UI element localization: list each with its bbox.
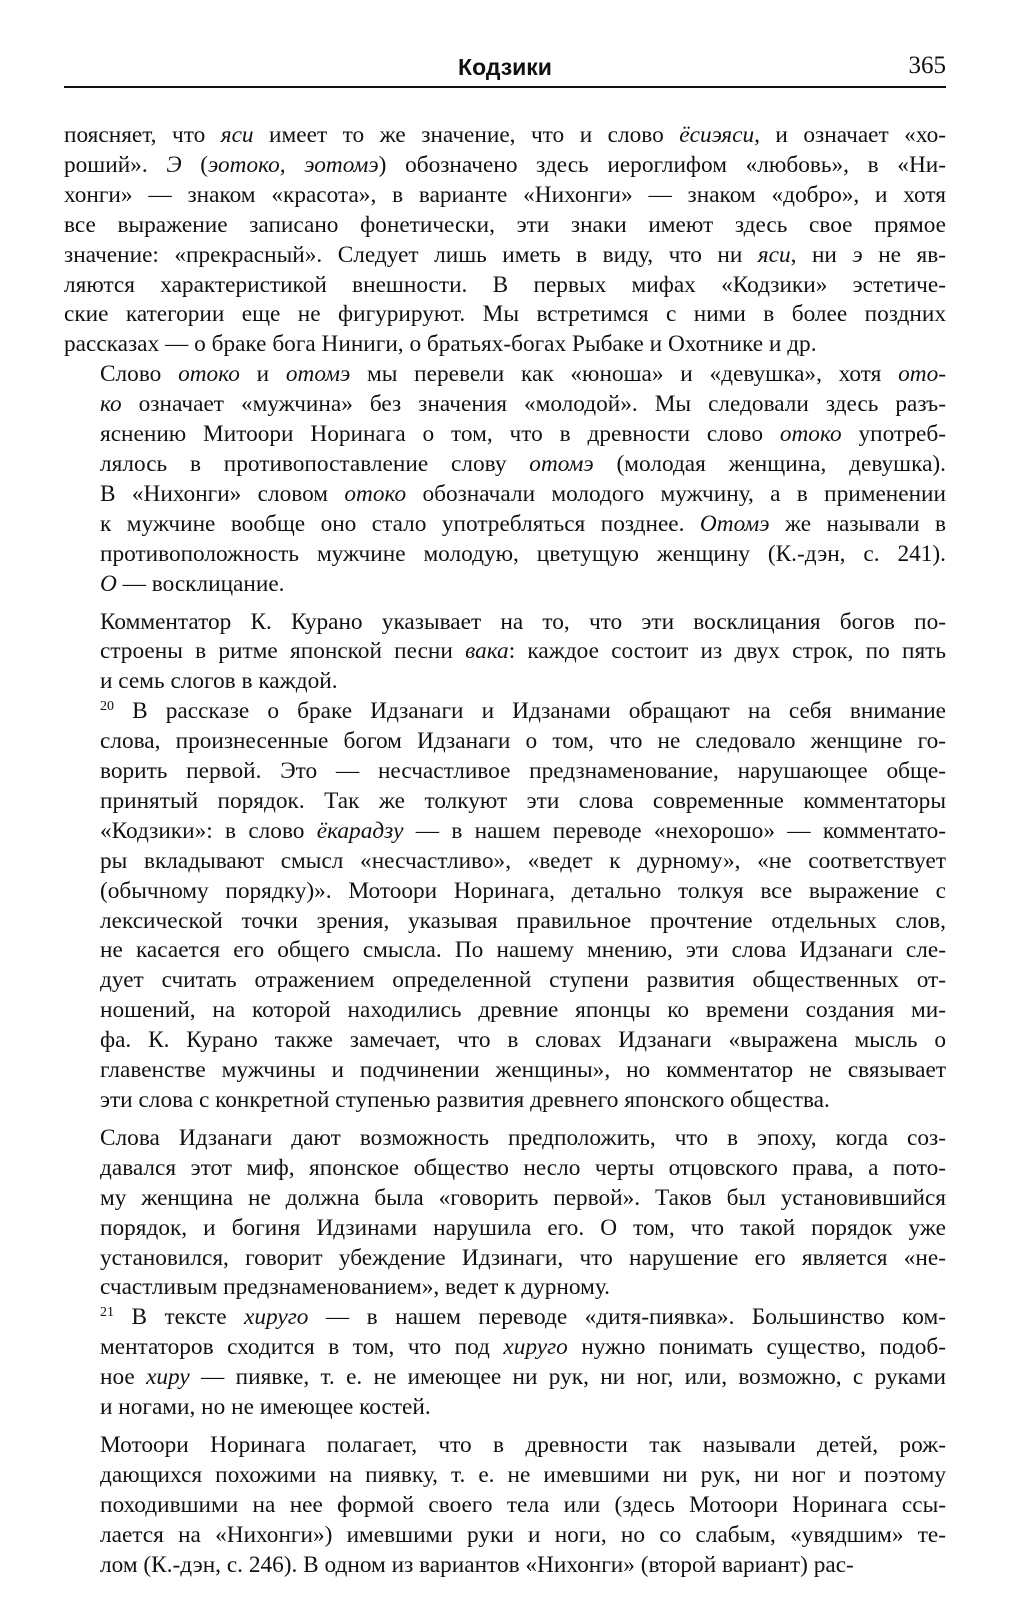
italic-term: яси (757, 241, 791, 268)
body-text (64, 121, 946, 1581)
text-line (100, 757, 946, 787)
paragraph (64, 1124, 946, 1303)
text-run: му женщина не должна была «говорить первой». Таков был установившийся (100, 1184, 946, 1211)
text-run: фа. К. Курано также замечает, что в словах Идзанаги «выражена мысль о (100, 1027, 946, 1054)
text-run: имеет то же значение, что и слово (253, 122, 680, 148)
page-number: 365 (908, 52, 946, 79)
text-run: ментаторов сходится в том, что под (100, 1334, 504, 1361)
text-run: лается на «Нихонги») имевшими руки и ноги, но со слабым, «увядшим» те- (100, 1521, 946, 1548)
text-run: яснению Митоори Норинага о том, что в древности слово (100, 421, 780, 448)
text-run: — в нашем переводе «дитя-пиявка». Большинство ком- (308, 1304, 946, 1331)
paragraph (64, 360, 946, 599)
text-run: противоположность мужчине молодую, цветущую женщину (К.-дэн, с. 241). (100, 540, 946, 567)
text-line (100, 966, 946, 996)
text-line (64, 241, 946, 271)
italic-term: Э (166, 151, 182, 178)
text-run: хонги» — знаком «красота», в варианте «Нихонги» — знаком «добро», и хотя (64, 181, 946, 208)
italic-term: ото- (898, 361, 946, 388)
text-run: поясняет, что (64, 122, 221, 148)
text-run: Слова Идзанаги дают возможность предположить, что в эпоху, когда соз- (100, 1124, 946, 1151)
paragraph (64, 121, 946, 360)
footnote-paragraph (64, 1303, 946, 1423)
paragraph (64, 1431, 946, 1581)
text-line (64, 330, 946, 360)
text-run: установился, говорит убеждение Идзинаги, что нарушение его является «не- (100, 1244, 946, 1271)
text-run: эти слова с конкретной ступенью развития древнего японского общества. (100, 1087, 830, 1113)
text-run: дует считать отражением определенной ступени развития общественных от- (100, 967, 946, 994)
text-line (100, 787, 946, 817)
text-run: Слово (100, 361, 179, 388)
italic-term: эотоко, эотомэ (208, 151, 379, 178)
text-line (64, 181, 946, 211)
text-run: В «Нихонги» словом (100, 480, 345, 507)
running-title: Кодзики (458, 54, 552, 80)
text-line (100, 1461, 946, 1491)
text-run: , и означает «хо- (754, 122, 946, 148)
text-run: же называли в (769, 510, 946, 537)
text-run: — пиявке, т. е. не имеющее ни рук, ни ног, или, возможно, с руками (189, 1364, 946, 1391)
italic-term: хиру (146, 1364, 190, 1391)
text-run: , ни (790, 241, 853, 268)
text-line (100, 1154, 946, 1184)
text-run: ) обозначено здесь иероглифом «любовь», в «Ни- (378, 151, 946, 178)
text-line (100, 1431, 946, 1461)
italic-term: ко (100, 391, 122, 418)
text-run: ворить первой. Это — несчастливое предзнаменование, нарушающее обще- (100, 758, 946, 785)
text-line (100, 450, 946, 480)
italic-term: ёсиэяси (679, 122, 755, 148)
note-number: 21 (100, 1305, 114, 1321)
text-line (64, 271, 946, 301)
text-run: — в нашем переводе «нехорошо» — комментато- (403, 817, 946, 844)
text-run: (обычному порядку)». Мотоори Норинага, детально толкуя все выражение с (100, 877, 946, 904)
italic-term: отомэ (285, 361, 351, 388)
text-run: значение: «прекрасный». Следует лишь иметь в виду, что ни (64, 241, 758, 268)
text-run: принятый порядок. Так же толкуют эти слова современные комментаторы (100, 787, 946, 814)
text-run: ские категории еще не фигурируют. Мы встретимся с ними в более поздних (64, 301, 946, 328)
text-line (100, 570, 946, 600)
text-line (64, 121, 946, 151)
text-run: лом (К.-дэн, с. 246). В одном из вариантов «Нихонги» (второй вариант) рас- (100, 1551, 854, 1578)
italic-term: отоко (344, 480, 407, 507)
text-line (100, 480, 946, 510)
text-line (100, 390, 946, 420)
text-line (100, 877, 946, 907)
text-line (100, 907, 946, 937)
text-run: роший». (64, 151, 167, 178)
text-line (100, 996, 946, 1026)
text-run: дающихся похожими на пиявку, т. е. не имевшими ни рук, ни ног и поэтому (100, 1461, 946, 1488)
text-run: не яв- (862, 241, 946, 268)
text-line (100, 1393, 946, 1423)
paragraph (64, 608, 946, 698)
text-line (100, 540, 946, 570)
text-line (100, 1551, 946, 1581)
text-run: обозначали молодого мужчину, а в применении (406, 480, 946, 507)
italic-term: вака (465, 638, 509, 665)
text-run: счастливым предзнаменованием», ведет к дурному. (100, 1274, 610, 1301)
text-run: нужно понимать существо, подоб- (567, 1334, 946, 1361)
text-run: «Кодзики»: в слово (100, 817, 317, 844)
italic-term: отомэ (529, 450, 594, 477)
text-run: и ногами, но не имеющее костей. (100, 1394, 431, 1421)
text-run: походившими на нее формой своего тела или (здесь Мотоори Норинага ссы- (100, 1491, 946, 1518)
text-line (64, 151, 946, 181)
text-run: ( (181, 151, 209, 178)
text-run: слова, произнесенные богом Идзанаги о том, что не следовало женщине го- (100, 728, 946, 755)
text-run: В рассказе о браке Идзанаги и Идзанами обращают на себя внимание (132, 698, 947, 725)
italic-term: ёкарадзу (316, 817, 404, 844)
text-run: рассказах — о браке бога Ниниги, о братьях-богах Рыбаке и Охотнике и др. (64, 331, 817, 358)
text-line (100, 1363, 946, 1393)
text-line (100, 1086, 946, 1116)
text-run: главенстве мужчины и подчинении женщины», но комментатор не связывает (100, 1057, 946, 1084)
text-run: : каждое состоит из двух строк, по пять (508, 638, 946, 665)
text-line (64, 300, 946, 330)
text-line (100, 1303, 946, 1333)
text-line (100, 1521, 946, 1551)
text-line (100, 1491, 946, 1521)
text-line (100, 727, 946, 757)
text-line (100, 1244, 946, 1274)
italic-term: э (852, 241, 863, 268)
text-run: ры вкладывают смысл «несчастливо», «ведет к дурному», «не соответствует (100, 847, 946, 874)
text-run: давался этот миф, японское общество несло черты отцовского права, а пото- (100, 1154, 946, 1181)
text-run: все выражение записано фонетически, эти знаки имеют здесь свое прямое (64, 211, 946, 238)
text-run: ношений, на которой находились древние японцы ко времени создания ми- (100, 997, 946, 1024)
text-line (100, 697, 946, 727)
text-run: Комментатор К. Курано указывает на то, что эти восклицания богов по- (100, 608, 946, 635)
text-run: не касается его общего смысла. По нашему мнению, эти слова Идзанаги сле- (100, 937, 946, 964)
text-run: ляются характеристикой внешности. В первых мифах «Кодзики» эстетиче- (64, 271, 946, 298)
text-line (100, 1124, 946, 1154)
text-run: строены в ритме японской песни (100, 638, 466, 665)
text-run: ное (100, 1364, 147, 1391)
text-run: Мотоори Норинага полагает, что в древности так называли детей, рож- (100, 1431, 946, 1458)
text-run: лялось в противопоставление слову (100, 450, 530, 477)
italic-term: хируго (244, 1304, 309, 1331)
italic-term: Отомэ (699, 510, 770, 537)
text-line (100, 1184, 946, 1214)
italic-term: отоко (779, 421, 842, 448)
italic-term: хируго (503, 1334, 568, 1361)
text-run: порядок, и богиня Идзинами нарушила его. О том, что такой порядок уже (100, 1214, 946, 1241)
text-line (100, 510, 946, 540)
text-run: — восклицание. (116, 570, 285, 597)
text-line (100, 667, 946, 697)
text-run: (молодая женщина, девушка). (593, 450, 947, 477)
footnote-paragraph (64, 697, 946, 1116)
text-line (100, 608, 946, 638)
text-run: употреб- (841, 421, 946, 448)
text-line (100, 420, 946, 450)
text-run: и семь слогов в каждой. (100, 668, 338, 695)
text-run: В тексте (131, 1304, 245, 1331)
text-line (100, 1333, 946, 1363)
text-line (100, 847, 946, 877)
text-line (100, 817, 946, 847)
text-run: к мужчине вообще оно стало употребляться позднее. (100, 510, 700, 537)
text-run: мы перевели как «юноша» и «девушка», хотя (350, 361, 899, 388)
text-line (100, 1273, 946, 1303)
text-run: лексической точки зрения, указывая правильное прочтение отдельных слов, (100, 907, 946, 934)
italic-term: отоко (178, 361, 240, 388)
text-run: и (239, 361, 286, 388)
italic-term: яси (220, 122, 254, 148)
running-head (64, 52, 946, 88)
text-line (100, 360, 946, 390)
text-line (100, 936, 946, 966)
text-line (100, 1214, 946, 1244)
text-line (100, 1026, 946, 1056)
text-run: означает «мужчина» без значения «молодой». Мы следовали здесь разъ- (121, 391, 946, 418)
text-line (100, 637, 946, 667)
italic-term: О (100, 570, 117, 597)
note-number: 20 (100, 699, 114, 715)
text-line (64, 211, 946, 241)
text-line (100, 1056, 946, 1086)
